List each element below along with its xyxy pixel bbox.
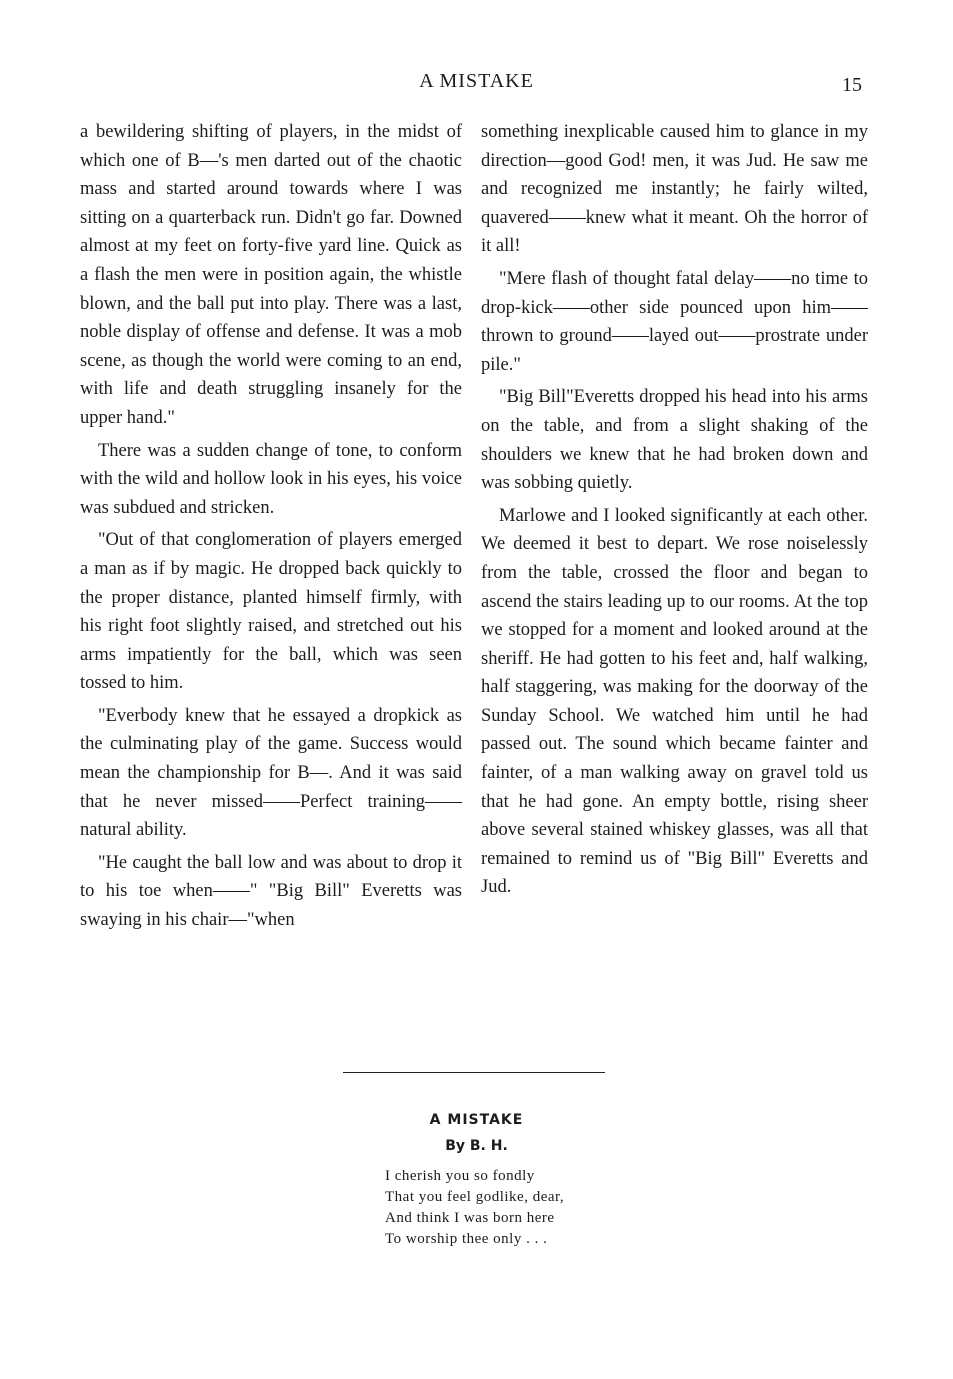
right-column: [481, 118, 868, 906]
paragraph: "Mere flash of thought fatal delay——no time to drop-kick——other side pounced upon him——thrown to ground——layed out——prostrate under pile.": [481, 268, 868, 375]
poem-line: I cherish you so fondly: [385, 1168, 535, 1184]
paragraph: "Out of that conglomeration of players emerged a man as if by magic. He dropped back quickly to the proper distance, planted himself firmly, with his right foot slightly raised, and stretched out his arms impatiently for the ball, which was seen tossed to him.: [80, 530, 462, 694]
paragraph: "Big Bill"Everetts dropped his head into his arms on the table, and from a slight shaking of the shoulders we knew that he had broken down and was sobbing quietly.: [481, 387, 868, 494]
poem-line: And think I was born here: [385, 1210, 555, 1226]
paragraph: Marlowe and I looked significantly at each other. We deemed it best to depart. We rose noiselessly from the table, crossed the floor and began to ascend the stairs leading up to our rooms. At the top we stopped for a moment and looked around at the sheriff. He had gotten to his feet and, half walking, half staggering, was making for the doorway of the Sunday School. We watched him until he had passed out. The sound which became fainter and fainter, of a man walking away on gravel told us that he had gone. An empty bottle, rising sheer above several stained whiskey glasses, was all that remained to remind us of "Big Bill" Everetts and Jud.: [481, 505, 868, 898]
poem-body: [385, 1166, 645, 1250]
paragraph: "He caught the ball low and was about to drop it to his toe when——" "Big Bill" Everetts was swaying in his chair—"when: [80, 852, 462, 931]
poem-title: A MISTAKE: [429, 1112, 524, 1128]
paragraph: "Everbody knew that he essayed a dropkick as the culminating play of the game. Success would mean the championship for B—. And it was said that he never missed——Perfect training——natural ability.: [80, 705, 462, 841]
running-title: A MISTAKE: [419, 70, 534, 92]
poem-line: That you feel godlike, dear,: [385, 1189, 565, 1205]
paragraph: something inexplicable caused him to glance in my direction—good God! men, it was Jud. He saw me and recognized me instantly; he fairly wilted, quavered——knew what it meant. Oh the horror of it all!: [481, 122, 868, 257]
left-column: [80, 118, 462, 939]
poem-byline: By B. H.: [445, 1138, 508, 1154]
poem-line: To worship thee only . . .: [385, 1231, 548, 1247]
paragraph: a bewildering shifting of players, in the midst of which one of B—'s men darted out of the chaotic mass and started around towards where I was sitting on a quarterback run. Didn't go far. Downed almost at my feet on forty-five yard line. Quick as a flash the men were in position again, the whistle blown, and the ball put into play. There was a last, noble display of offense and defense. It was a mob scene, as though the world were coming to an end, with life and death struggling insanely for the upper hand.": [80, 122, 462, 428]
paragraph: There was a sudden change of tone, to conform with the wild and hollow look in his eyes, his voice was subdued and stricken.: [80, 440, 462, 518]
section-divider: [343, 1072, 605, 1073]
page-number: 15: [842, 74, 862, 96]
